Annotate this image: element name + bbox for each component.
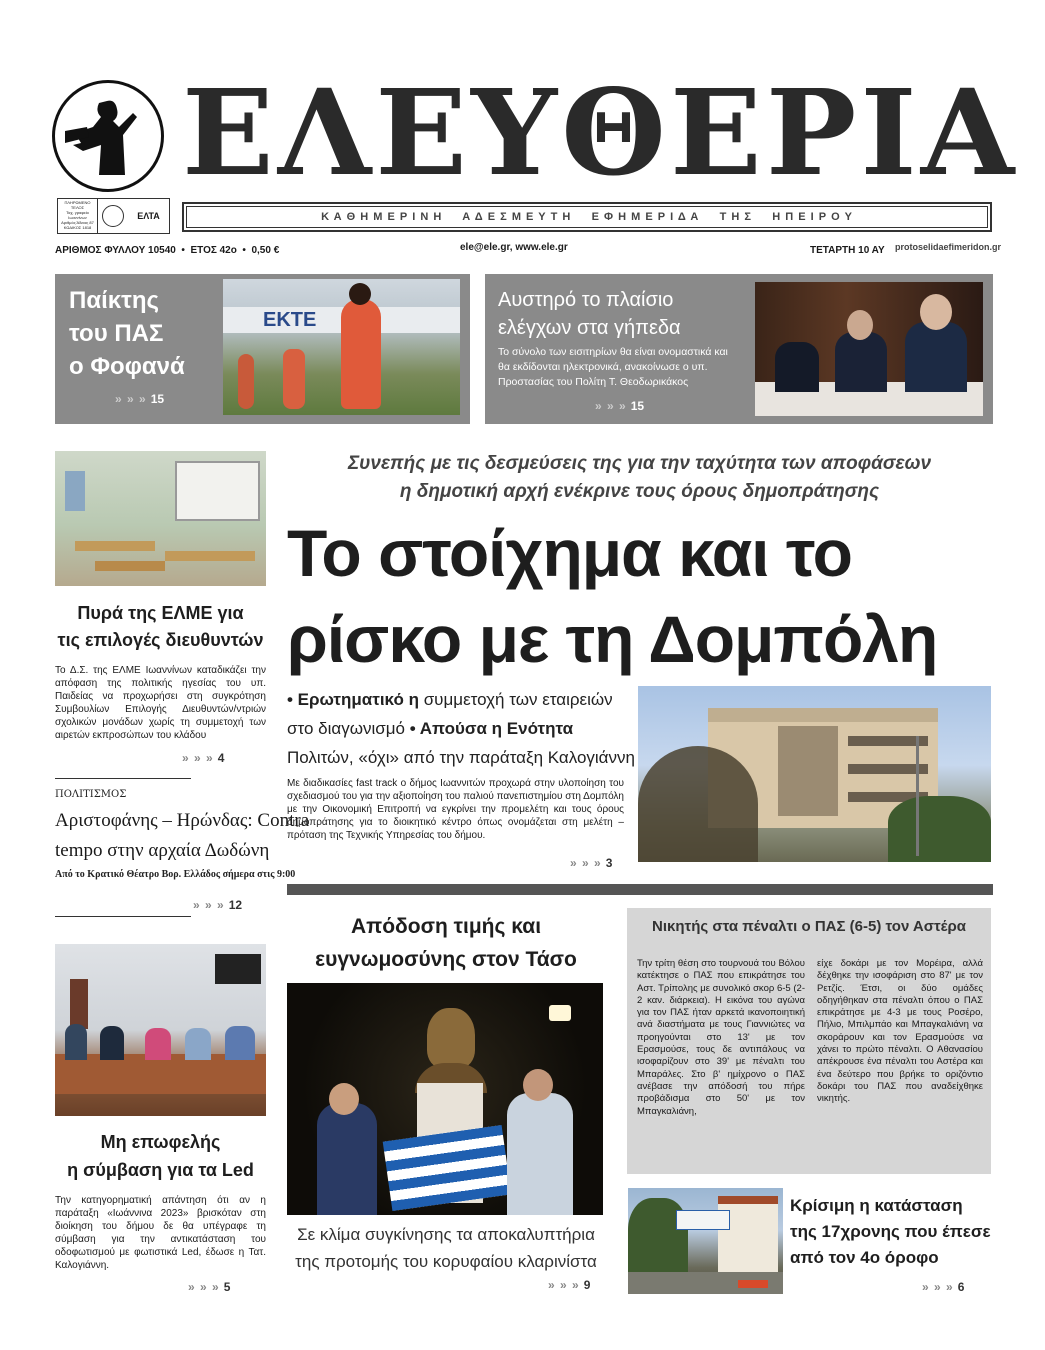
page-marker: » » » [570,856,602,870]
page-number: 5 [223,1280,231,1294]
page-ref [188,1280,230,1294]
page-ref [922,1280,964,1294]
story-title-line: Μη επωφελής [100,1132,221,1152]
lead-headline-line: Το στοίχημα και το [287,516,852,590]
lead-kicker [287,450,992,506]
promo-title [498,286,681,342]
lead-headline-line: ρίσκο με τη Δομπόλη [287,602,938,676]
postal-line: Ταχ. γραφείο [66,210,89,215]
sport-body-col1: Την τρίτη θέση στο τουρνουά του Βόλου κατέκτησε ο ΠΑΣ που επικράτησε του Αστ. Τρίπολης με συνολικό σκορ 6-5 (2-2 καν. διάρκεια). Η εικόνα του αγώνα για τον ΠΑΣ ήταν αρκετά ικανοποιητική ανά διαστήματα με τους Γιαννιώτες να προηγούνται στο 13' με τον Ερασμούσε, τους δε αντιπάλους να ισοφαρίζουν στο 39' με πέναλτι του Μπαράλες. Στο β' ημίχρονο ο ΠΑΣ ανέβασε την απόδοσή του πήρε προβάδισμα στο 50' με τον Μπαγκαλιάνη, [637,958,805,1117]
football-photo [223,279,460,415]
accident-title-line: από τον 4ο όροφο [790,1248,939,1267]
promo-football[interactable] [55,274,470,424]
promo-body: Το σύνολο των εισιτηρίων θα είναι ονομαστικά και θα εκδίδονται ηλεκτρονικά, ανακοίνωσε ο υπ. Προστασίας του Πολίτη Τ. Θεοδωρικάκος [498,346,728,388]
postal-line: Αριθμός Άδειας 87 [61,220,94,225]
issue-date: ΤΕΤΑΡΤΗ 10 ΑΥ [810,245,885,256]
story-body: Την κατηγορηματική απάντηση ότι αν η παράταξη «Ιωάννινα 2023» βρισκόταν στη διοίκηση του δήμου δε θα υπέγραφε τη σύμβαση για την αντικατάσταση του οδοφωτισμού με φωτιστικά Led, έδωσε η Τατ. Καλογιάννη. [55,1195,266,1271]
page-number: 12 [228,898,243,912]
tribute-title-line: Απόδοση τιμής και [350,915,542,938]
page-ref [570,856,612,870]
page-number: 9 [583,1278,591,1292]
lead-kicker-line: η δημοτική αρχή ενέκρινε τους όρους δημοπράτησης [399,481,880,502]
culture-title [55,806,310,866]
lead-bullet-line: στο διαγωνισμό • Απούσα η Ενότητα [287,719,574,738]
story-title-line: τις επιλογές διευθυντών [57,630,264,650]
postal-line: ΚΩΔΙΚΟΣ 1818 [63,225,92,230]
tribute-caption-line: Σε κλίμα συγκίνησης τα αποκαλυπτήρια [297,1225,595,1244]
stadium-banner-text: ΕΚΤΕ [263,309,317,331]
story-title [55,1128,266,1184]
tribute-caption-line: της προτομής του κορυφαίου κλαρινίστα [295,1252,597,1271]
postal-seal-icon [102,205,124,227]
page-marker: » » » [182,751,214,765]
page-number: 3 [605,856,613,870]
promo-stadium-rules[interactable] [485,274,993,424]
section-rule [287,884,993,895]
story-body: Το Δ.Σ. της ΕΛΜΕ Ιωαννίνων καταδικάζει την απόφαση της πολιτικής ηγεσίας του υπ. Παιδείας να προχωρήσει στη συγκρότηση Συμβουλίων Επιλογής Διευθυντών/ντριών σχολικών μονάδων χωρίς τη συμμετοχή των αιρετών εκπροσώπων του κλάδου [55,665,266,741]
masthead-logo [52,80,164,192]
watermark: protoselidaefimeridon.gr [895,242,1002,252]
accident-title [790,1193,995,1271]
promo-title [69,284,185,383]
tribute-caption [287,1221,605,1275]
council-photo [55,944,266,1116]
promo-title-line: Αυστηρό το πλαίσιο [498,289,674,311]
masthead-subtitle: Κ Α Θ Η Μ Ε Ρ Ι Ν Η Α Δ Ε Σ Μ Ε Υ Τ Η Ε Φ Η Μ Ε Ρ Ι Δ Α Τ Η Σ Η Π Ε Ι Ρ Ο Υ [321,211,853,223]
story-title-line: Πυρά της ΕΛΜΕ για [77,603,244,623]
sport-box [627,908,991,1174]
page-number: 6 [957,1280,965,1294]
sport-title: Νικητής στα πέναλτι ο ΠΑΣ (6-5) τον Αστέρα [652,918,966,935]
page-number: 15 [150,392,165,406]
divider [55,778,191,779]
lead-bullet-line: Πολιτών, «όχι» από την παράταξη Καλογιάννη [287,748,635,767]
story-title-line: η σύμβαση για τα Led [67,1160,254,1180]
page-marker: » » » [188,1280,220,1294]
accident-building-photo [628,1188,783,1294]
issue-info: ΑΡΙΘΜΟΣ ΦΥΛΛΟΥ 10540 • ΕΤΟΣ 42ο • 0,50 € [55,245,280,256]
promo-title-line: του ΠΑΣ [69,320,164,347]
page-ref [595,399,644,413]
postal-line: ΠΛΗΡΩΜΕΝΟ [64,200,91,205]
postal-line: ΤΕΛΟΣ [70,205,85,210]
press-conference-photo [755,282,983,416]
culture-title-line: Αριστοφάνης – Ηρώνδας: Contra [55,810,310,831]
culture-sub: Από το Κρατικό Θέατρο Βορ. Ελλάδος σήμερα στις 9:00 [55,869,296,880]
sport-body-col2: είχε δοκάρι με τον Μορέιρα, αλλά δέχθηκε την ισοφάριση στο 87' με τον Ρετζίς. Έτσι, οι δύο ομάδες οδηγήθηκαν στα πέναλτι όπου ο ΠΑΣ επικράτησε με 4-3 με τους Ροσέρο, Πήλιο, Μπιλμπάο και Μπαγκαλιάνη να σκοράρουν και τον Ερασμούσε να χάνει το πρώτο πέναλτι. Ο Αθανασίου απέκρουσε ένα πέναλτι του Αστέρα και ένα δεύτερο που βρήκε το οριζόντιο δοκάρι του ΠΑΣ που αναδείχθηκε νικητής. [817,958,983,1105]
promo-title-line: ελέγχων στα γήπεδα [498,317,681,339]
page-marker: » » » [193,898,225,912]
accident-title-line: της 17χρονης που έπεσε [790,1222,991,1241]
page-ref [548,1278,590,1292]
page-marker: » » » [922,1280,954,1294]
page-number: 15 [630,399,645,413]
lead-bullets [287,685,635,772]
page-ref [193,898,242,912]
lead-kicker-line: Συνεπής με τις δεσμεύσεις της για την ταχύτητα των αποφάσεων [347,453,932,474]
elta-logo: ΕΛΤΑ [137,210,160,221]
page-marker: » » » [115,392,147,406]
culture-kicker: ΠΟΛΙΤΙΣΜΟΣ [55,789,127,800]
lead-bullet-line: • Ερωτηματικό η συμμετοχή των εταιρειών [287,690,613,709]
postal-box [57,198,170,234]
divider [55,916,191,917]
tribute-title-line: ευγνωμοσύνης στον Τάσο [315,948,577,971]
promo-title-line: Παίκτης [69,287,159,314]
masthead-title: ΕΛΕΥΘΕΡΙΑ [182,63,1019,202]
bust-unveiling-photo [287,983,603,1215]
postal-line: Ιωαννίνων [68,215,87,220]
lead-body: Με διαδικασίες fast track ο δήμος Ιωαννιτών προχωρά στην υλοποίηση του σχεδιασμού του για την αξιοποίηση του παλιού πανεπιστημίου στη Δομπόλη με την Οικονομική Επιτροπή να εγκρίνει την προμελέτη και τους όρους δημοπράτησης για το διοικητικό κέντρο όπως ονομάζεται στη μελέτη – πρόταση της Τεχνικής Υπηρεσίας του δήμου. [287,778,624,841]
contact-line: ele@ele.gr, www.ele.gr [460,242,568,253]
page-marker: » » » [595,399,627,413]
page-marker: » » » [548,1278,580,1292]
accident-title-line: Κρίσιμη η κατάσταση [790,1196,963,1215]
justice-statue-icon [55,83,161,189]
masthead-subtitle-bar [182,202,992,232]
page-ref [115,392,164,406]
lead-headline [287,510,992,682]
classroom-photo [55,451,266,586]
promo-title-line: ο Φοφανά [69,353,185,380]
page-number: 4 [217,751,225,765]
university-building-photo [638,686,991,862]
player-figure [341,299,381,409]
page-ref [182,751,224,765]
greek-flag [383,1125,512,1211]
culture-title-line: tempo στην αρχαία Δωδώνη [55,840,270,861]
story-title [55,600,266,654]
